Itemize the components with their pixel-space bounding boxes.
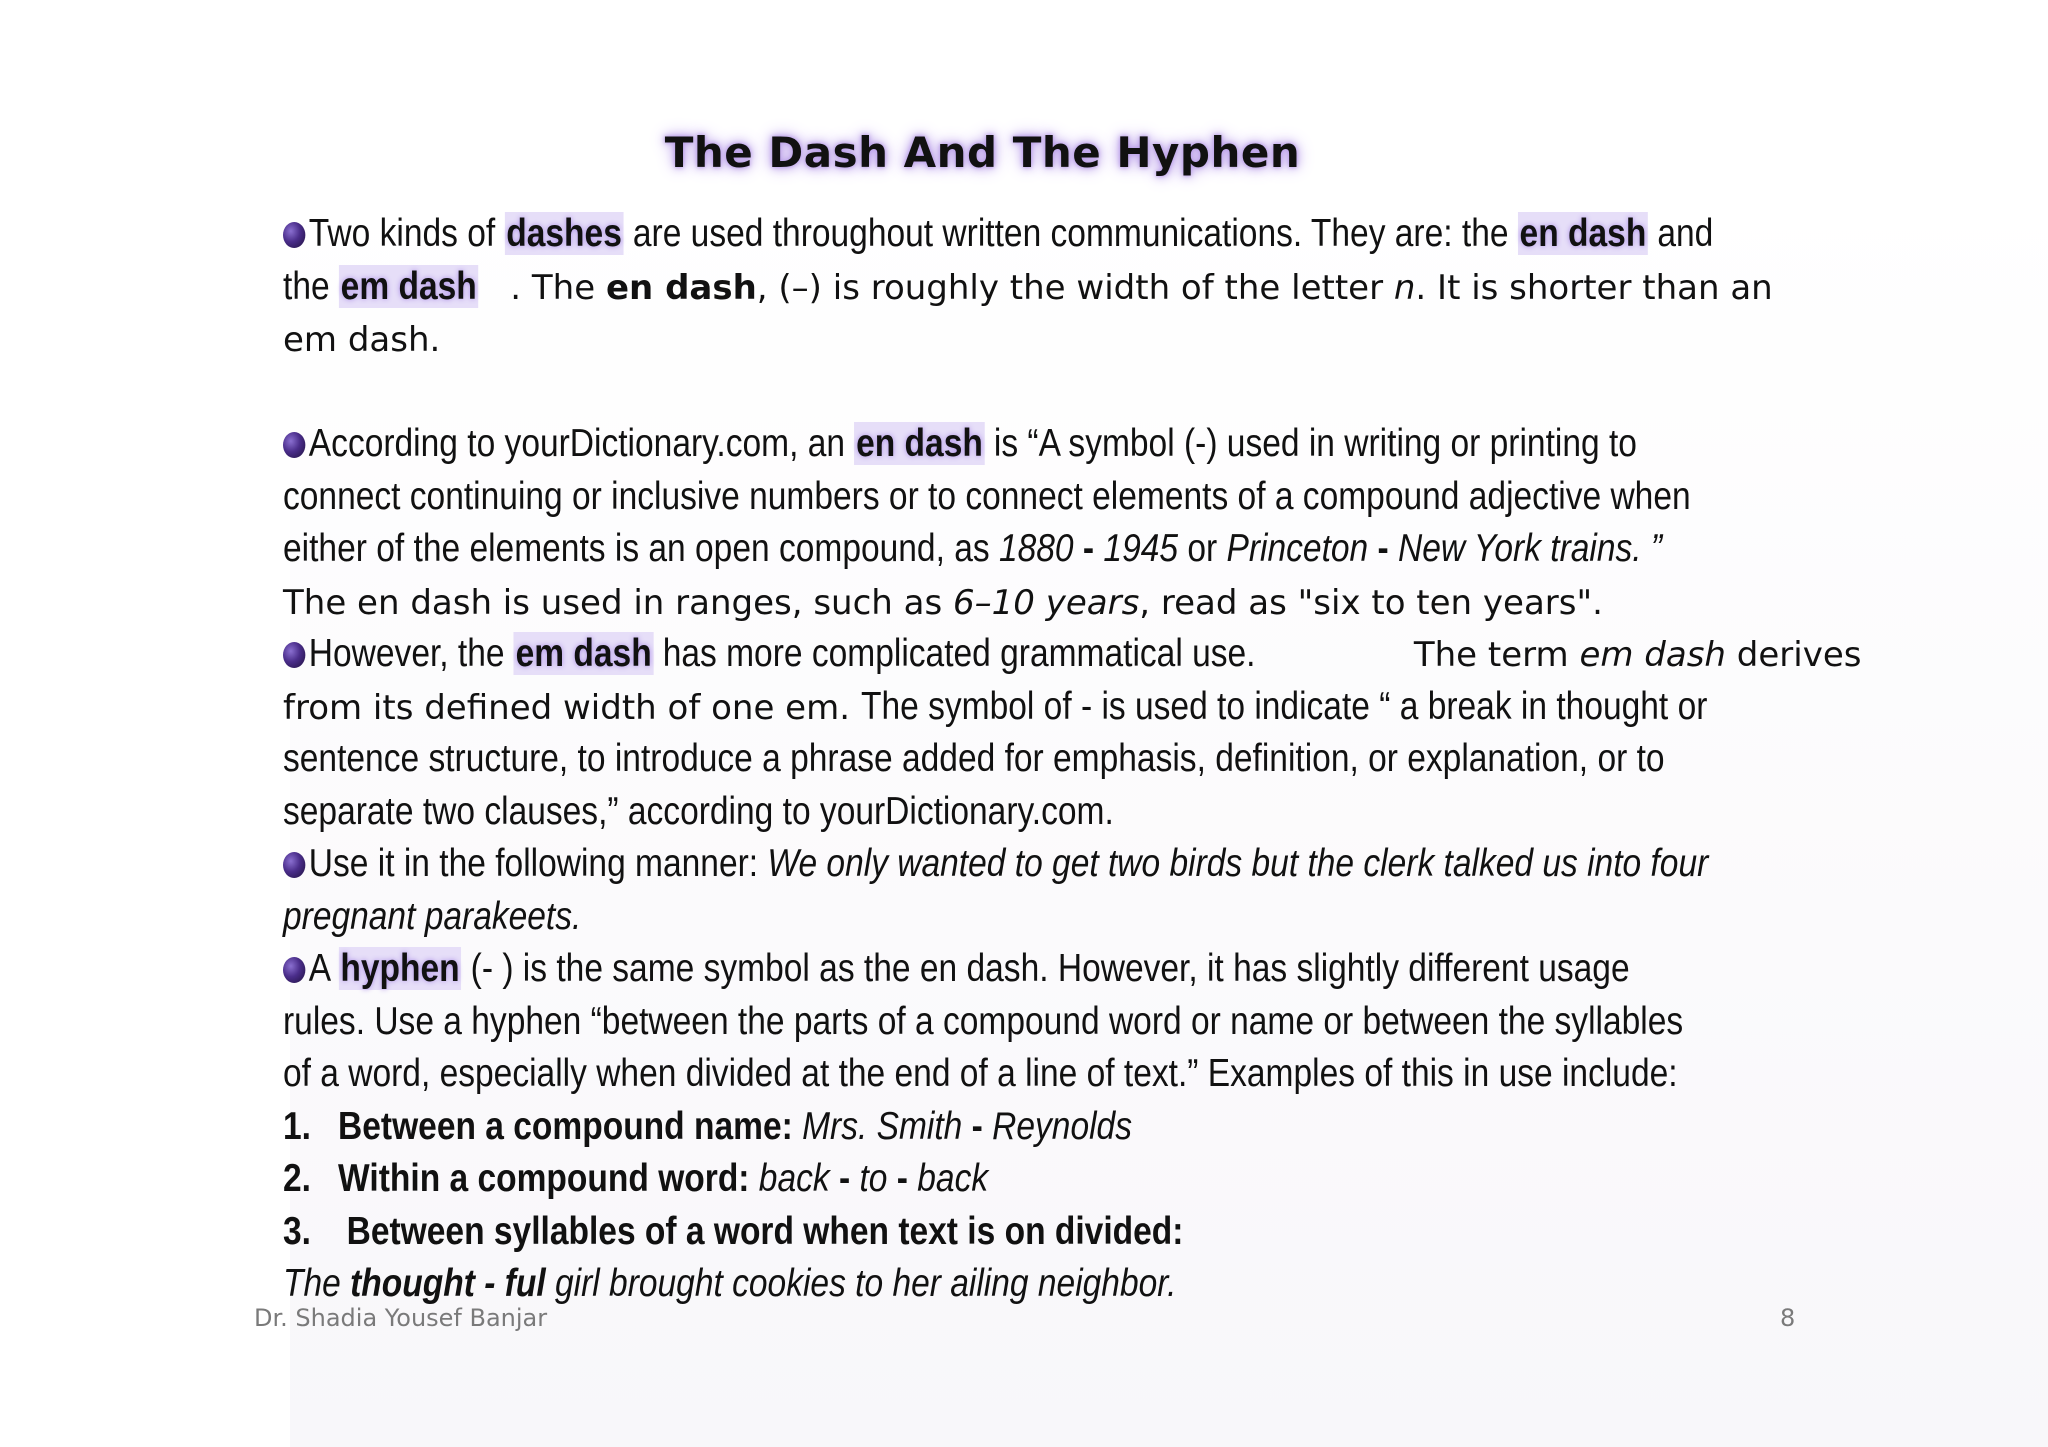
dash: - bbox=[838, 1157, 851, 1200]
example-sentence bbox=[283, 1258, 1823, 1311]
dash: - bbox=[896, 1157, 908, 1200]
text: has more complicated grammatical use. bbox=[653, 632, 1256, 675]
text: sentence structure, to introduce a phrase added for emphasis, definition, or explanation, or to bbox=[283, 737, 1665, 780]
p2-line-3 bbox=[283, 523, 1823, 576]
dash: - bbox=[1377, 527, 1389, 570]
page-number: 8 bbox=[1780, 1304, 1796, 1332]
bold-italic-example: thought - ful bbox=[350, 1262, 546, 1305]
text: . The bbox=[510, 267, 606, 308]
italic-term: 1880 bbox=[998, 527, 1083, 570]
list-label: Between syllables of a word when text is on divided: bbox=[346, 1209, 1184, 1253]
highlight-term: em dash bbox=[340, 264, 477, 308]
text: or bbox=[1178, 527, 1227, 570]
list-number: 2. bbox=[283, 1157, 311, 1200]
slide-title: The Dash And The Hyphen bbox=[664, 128, 1301, 177]
text: However, the bbox=[308, 632, 514, 675]
italic-example: pregnant parakeets. bbox=[283, 894, 582, 938]
italic-term: New York trains. ” bbox=[1388, 527, 1663, 570]
list-number: 1. bbox=[283, 1104, 311, 1148]
p4-line-2 bbox=[283, 891, 1823, 944]
bullet-icon bbox=[283, 642, 305, 668]
italic-term: 1945 bbox=[1094, 527, 1179, 570]
highlight-term: en dash bbox=[856, 422, 983, 465]
bullet-icon bbox=[283, 432, 305, 458]
p2-line-1 bbox=[283, 418, 1823, 471]
italic-example: Reynolds bbox=[982, 1104, 1132, 1148]
highlight-term: em dash bbox=[515, 632, 652, 675]
text: (- ) is the same symbol as the en dash. However, it has slightly different usage bbox=[461, 947, 1630, 990]
list-number: 3. bbox=[283, 1209, 311, 1253]
italic-example: Mrs. Smith bbox=[792, 1104, 972, 1148]
text: , (–) is roughly the width of the letter bbox=[756, 267, 1394, 308]
text: connect continuing or inclusive numbers or to connect elements of a compound adjective when bbox=[283, 474, 1691, 518]
list-item bbox=[283, 1153, 1823, 1206]
text: The term bbox=[1413, 635, 1580, 675]
highlight-term: dashes bbox=[506, 212, 622, 255]
text: Two kinds of bbox=[308, 212, 505, 255]
list-item bbox=[283, 1206, 1823, 1259]
dash: - bbox=[1082, 527, 1095, 570]
list-item bbox=[283, 1101, 1823, 1154]
bullet-icon bbox=[283, 852, 305, 878]
text: are used throughout written communications. They are: the bbox=[623, 212, 1518, 255]
italic-example: to bbox=[850, 1157, 897, 1200]
text: of a word, especially when divided at the end of a line of text.” Examples of this in use include: bbox=[283, 1052, 1678, 1095]
text: separate two clauses,” according to yourDictionary.com. bbox=[283, 789, 1114, 833]
dash: - bbox=[971, 1104, 983, 1148]
italic-example: girl brought cookies to her ailing neighbor. bbox=[545, 1262, 1177, 1305]
italic-example: back bbox=[749, 1157, 839, 1200]
italic-example: We only wanted to get two birds but the clerk talked us into four bbox=[767, 842, 1709, 885]
spacer bbox=[283, 366, 1823, 419]
text: The symbol of - is used to indicate “ a break in thought or bbox=[860, 684, 1708, 728]
text: the bbox=[283, 264, 339, 308]
bold-term: en dash bbox=[605, 267, 757, 308]
p3-line-3 bbox=[283, 733, 1823, 786]
p3-line-2 bbox=[283, 681, 1823, 734]
p2-line-4 bbox=[283, 576, 1823, 629]
slide-body bbox=[283, 208, 1862, 1311]
footer-author: Dr. Shadia Yousef Banjar bbox=[254, 1304, 548, 1332]
italic-term: 6–10 years bbox=[953, 582, 1140, 623]
p3-line-1 bbox=[283, 628, 1862, 681]
text: from its defined width of one em. bbox=[283, 687, 861, 728]
highlight-term: hyphen bbox=[340, 947, 460, 990]
text: is “A symbol (-) used in writing or printing to bbox=[984, 422, 1637, 465]
text: and bbox=[1648, 212, 1714, 255]
bullet-icon bbox=[283, 957, 305, 983]
text: . It is shorter than an bbox=[1415, 267, 1773, 308]
p3-line-4 bbox=[283, 786, 1823, 839]
text: , read as "six to ten years". bbox=[1139, 582, 1603, 623]
text: Use it in the following manner: bbox=[308, 842, 768, 885]
p5-line-1 bbox=[283, 943, 1823, 996]
p2-line-2 bbox=[283, 471, 1823, 524]
bullet-icon bbox=[283, 222, 305, 248]
text: em dash. bbox=[283, 320, 441, 360]
p5-line-2 bbox=[283, 996, 1823, 1049]
p1-line-2 bbox=[283, 261, 1823, 314]
p1-line-3 bbox=[283, 313, 1823, 366]
italic-term: Princeton bbox=[1226, 527, 1378, 570]
p5-line-3 bbox=[283, 1048, 1823, 1101]
text: derives bbox=[1725, 635, 1862, 675]
list-label: Within a compound word: bbox=[338, 1157, 750, 1200]
text: The en dash is used in ranges, such as bbox=[283, 582, 954, 623]
italic-example: The bbox=[283, 1262, 351, 1305]
italic-term: n bbox=[1393, 267, 1416, 308]
p1-line-1 bbox=[283, 208, 1823, 261]
highlight-term: en dash bbox=[1519, 212, 1647, 255]
text: either of the elements is an open compound, as bbox=[283, 527, 999, 570]
italic-term: em dash bbox=[1579, 635, 1726, 675]
list-label: Between a compound name: bbox=[338, 1104, 793, 1148]
p4-line-1 bbox=[283, 838, 1823, 891]
text: rules. Use a hyphen “between the parts of a compound word or name or between the syllables bbox=[283, 999, 1684, 1043]
text: A bbox=[308, 947, 339, 990]
italic-example: back bbox=[907, 1157, 989, 1200]
text: According to yourDictionary.com, an bbox=[308, 422, 855, 465]
